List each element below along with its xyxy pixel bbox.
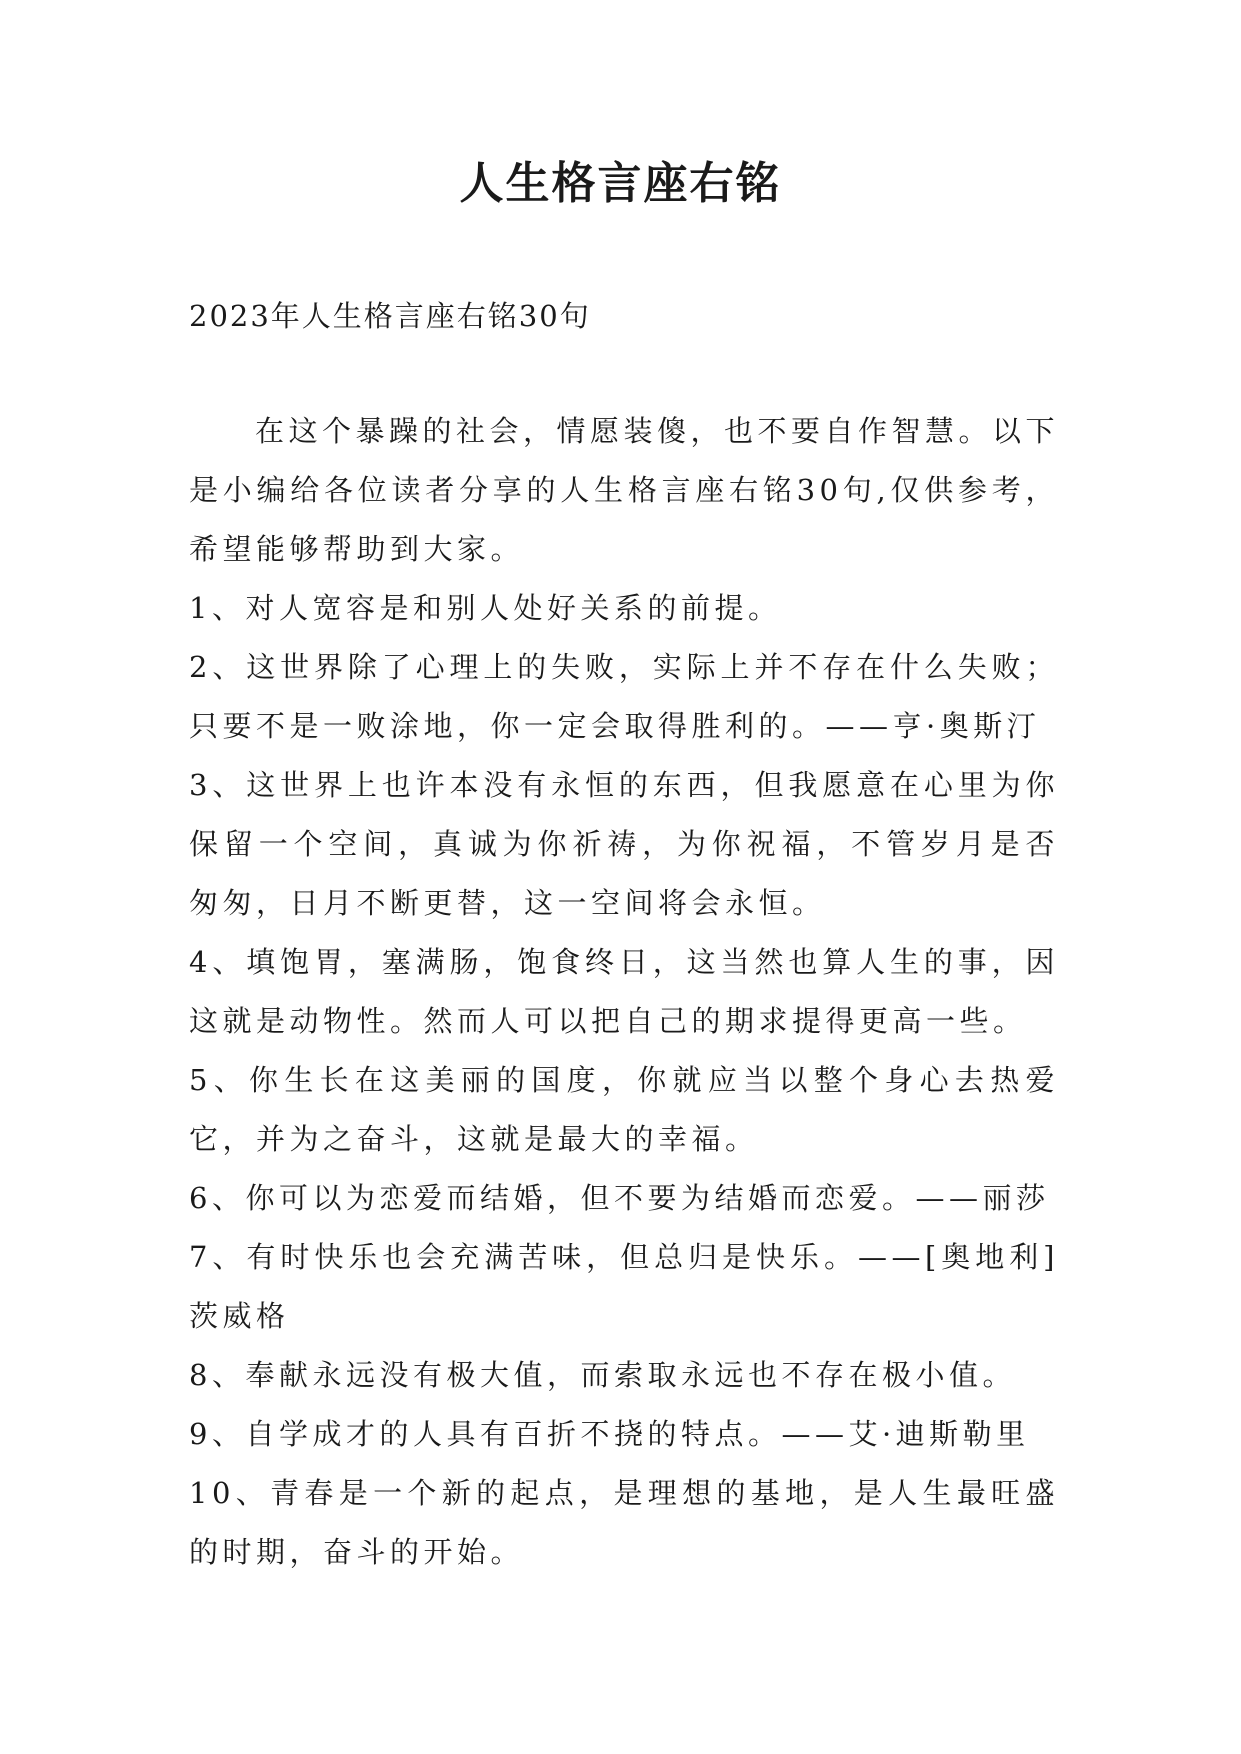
intro-paragraph: 在这个暴躁的社会，情愿装傻，也不要自作智慧。以下是小编给各位读者分享的人生格言座右铭30句,仅供参考，希望能够帮助到大家。 <box>189 414 1060 566</box>
document-title: 人生格言座右铭 <box>459 158 782 209</box>
list-item: 2、这世界除了心理上的失败，实际上并不存在什么失败；只要不是一败涂地，你一定会取得胜利的。——亨·奥斯汀 <box>189 650 1059 743</box>
list-item: 9、自学成才的人具有百折不挠的特点。——艾·迪斯勒里 <box>189 1417 1030 1451</box>
list-item: 3、这世界上也许本没有永恒的东西，但我愿意在心里为你保留一个空间，真诚为你祈祷，为你祝福，不管岁月是否匆匆，日月不断更替，这一空间将会永恒。 <box>189 768 1059 920</box>
list-item: 1、对人宽容是和别人处好关系的前提。 <box>189 591 782 625</box>
list-item: 6、你可以为恋爱而结婚，但不要为结婚而恋爱。——丽莎 <box>189 1181 1050 1215</box>
list-item: 7、有时快乐也会充满苦味，但总归是快乐。——[奥地利]茨威格 <box>189 1240 1059 1333</box>
list-item: 4、填饱胃，塞满肠，饱食终日，这当然也算人生的事，因这就是动物性。然而人可以把自己的期求提得更高一些。 <box>189 945 1059 1038</box>
list-item: 5、你生长在这美丽的国度，你就应当以整个身心去热爱它，并为之奋斗，这就是最大的幸福。 <box>189 1063 1059 1156</box>
document-subtitle: 2023年人生格言座右铭30句 <box>189 299 591 333</box>
document-body <box>189 402 1059 1582</box>
list-item: 10、青春是一个新的起点，是理想的基地，是人生最旺盛的时期，奋斗的开始。 <box>189 1476 1059 1569</box>
list-item: 8、奉献永远没有极大值，而索取永远也不存在极小值。 <box>189 1358 1016 1392</box>
